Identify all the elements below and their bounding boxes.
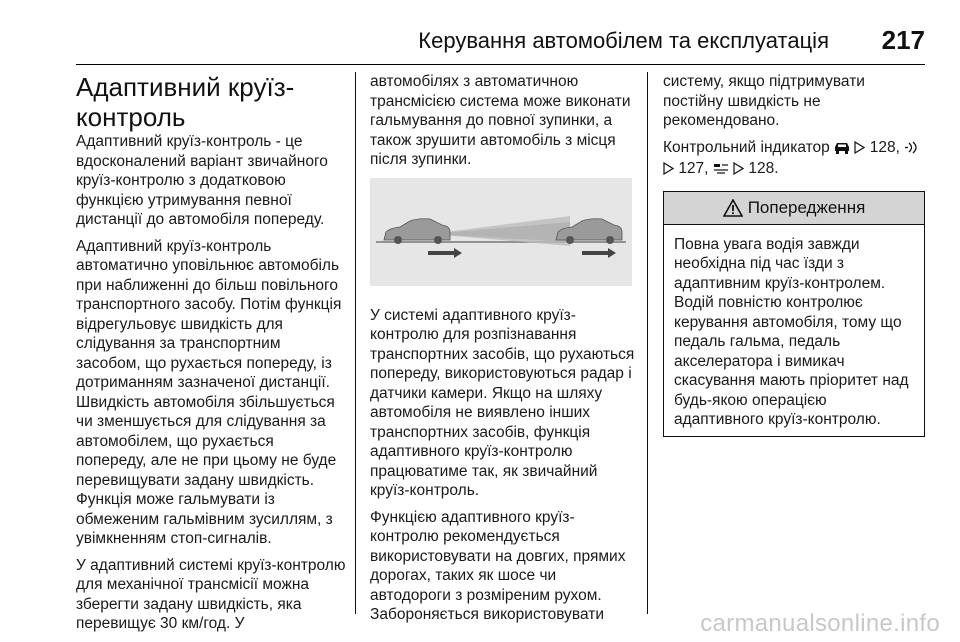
warning-body [664, 225, 924, 436]
paragraph: Функцією адаптивного круїз-контролю рекомендується використовувати на довгих, прямих дорогах, таких як шосе чи автодороги з розміреним рухом. Забороняється використовувати [370, 508, 626, 623]
column-middle [370, 72, 635, 632]
paragraph: Адаптивний круїз-контроль - це вдосконалений варіант звичайного круїз-контролю з додатковою функцією утримування певної дистанції до автомобіля попереду. [76, 133, 328, 228]
column-right [663, 72, 925, 437]
page-number: 217 [881, 25, 925, 55]
paragraph: Адаптивний круїз-контроль автоматично уповільнює автомобіль при наближенні до більш повільного транспортного засобу. Потім функція відрегульовує швидкість для слідування за транспортним засобом, що рухається попереду, із дотриманням зазначеної дистанції. Швидкість автомобіля збільшується чи зменшується для слідування за автомобілем, що рухається попереду, але не при цьому не буде перевищувати задану швидкість. Функція може гальмувати із обмеженим гальмівним зусиллям, з увімкненням стоп-сигналів. [76, 237, 342, 547]
paragraph: У системі адаптивного круїз-контролю для розпізнавання транспортних засобів, що рухаються попереду, використовуються радар і датчики камери. Якщо на шляху автомобіля не виявлено інших транспортних засобів, функція адаптивного круїз-контролю працюватиме так, як звичайний круїз-контроль. [370, 306, 635, 499]
warning-box [663, 191, 925, 437]
paragraph: систему, якщо підтримувати постійну швидкість не рекомендовано. [663, 73, 865, 129]
page-reference: 127, [678, 160, 709, 177]
indicator-reference [663, 138, 925, 181]
watermark-url: carmanualsonline.info [700, 610, 940, 637]
radar-illustration [370, 178, 632, 286]
reference-arrow-icon [733, 161, 744, 181]
warning-title: Попередження [747, 197, 866, 217]
reference-arrow-icon [854, 140, 865, 160]
chapter-title: Керування автомобілем та експлуатація [418, 28, 829, 53]
section-heading: Адаптивний круїз-контроль [76, 72, 295, 132]
reference-arrow-icon [663, 161, 674, 181]
column-left [76, 72, 346, 641]
indicator-label: Контрольний індикатор [663, 138, 830, 156]
page-reference: 128, [869, 138, 900, 156]
distance-indicator-icon [713, 161, 729, 181]
car-indicator-icon [834, 140, 850, 160]
paragraph: У адаптивний системі круїз-контролю для механічної трансмісії можна зберегти задану швидкість, яка перевищує 30 км/год. У [76, 556, 346, 632]
warning-text: Повна увага водія завжди необхідна під час їзди з адаптивним круїз-контролем. Водій повністю контролює керування автомобіля, тому що педаль гальма, педаль акселератора і вимикач скасування мають пріоритет над будь-якою операцією адаптивного круїз-контролю. [674, 235, 909, 428]
column-divider [647, 72, 648, 614]
page-header [76, 20, 925, 65]
page-reference: 128. [748, 160, 779, 177]
paragraph: автомобілях з автоматичною трансмісією система може виконати гальмування до повної зупинки, а також зрушити автомобіль з місця після зупинки. [370, 73, 631, 168]
warning-header [664, 192, 924, 225]
warning-triangle-icon [723, 199, 743, 217]
acc-indicator-icon [904, 140, 920, 160]
column-divider [355, 72, 356, 614]
